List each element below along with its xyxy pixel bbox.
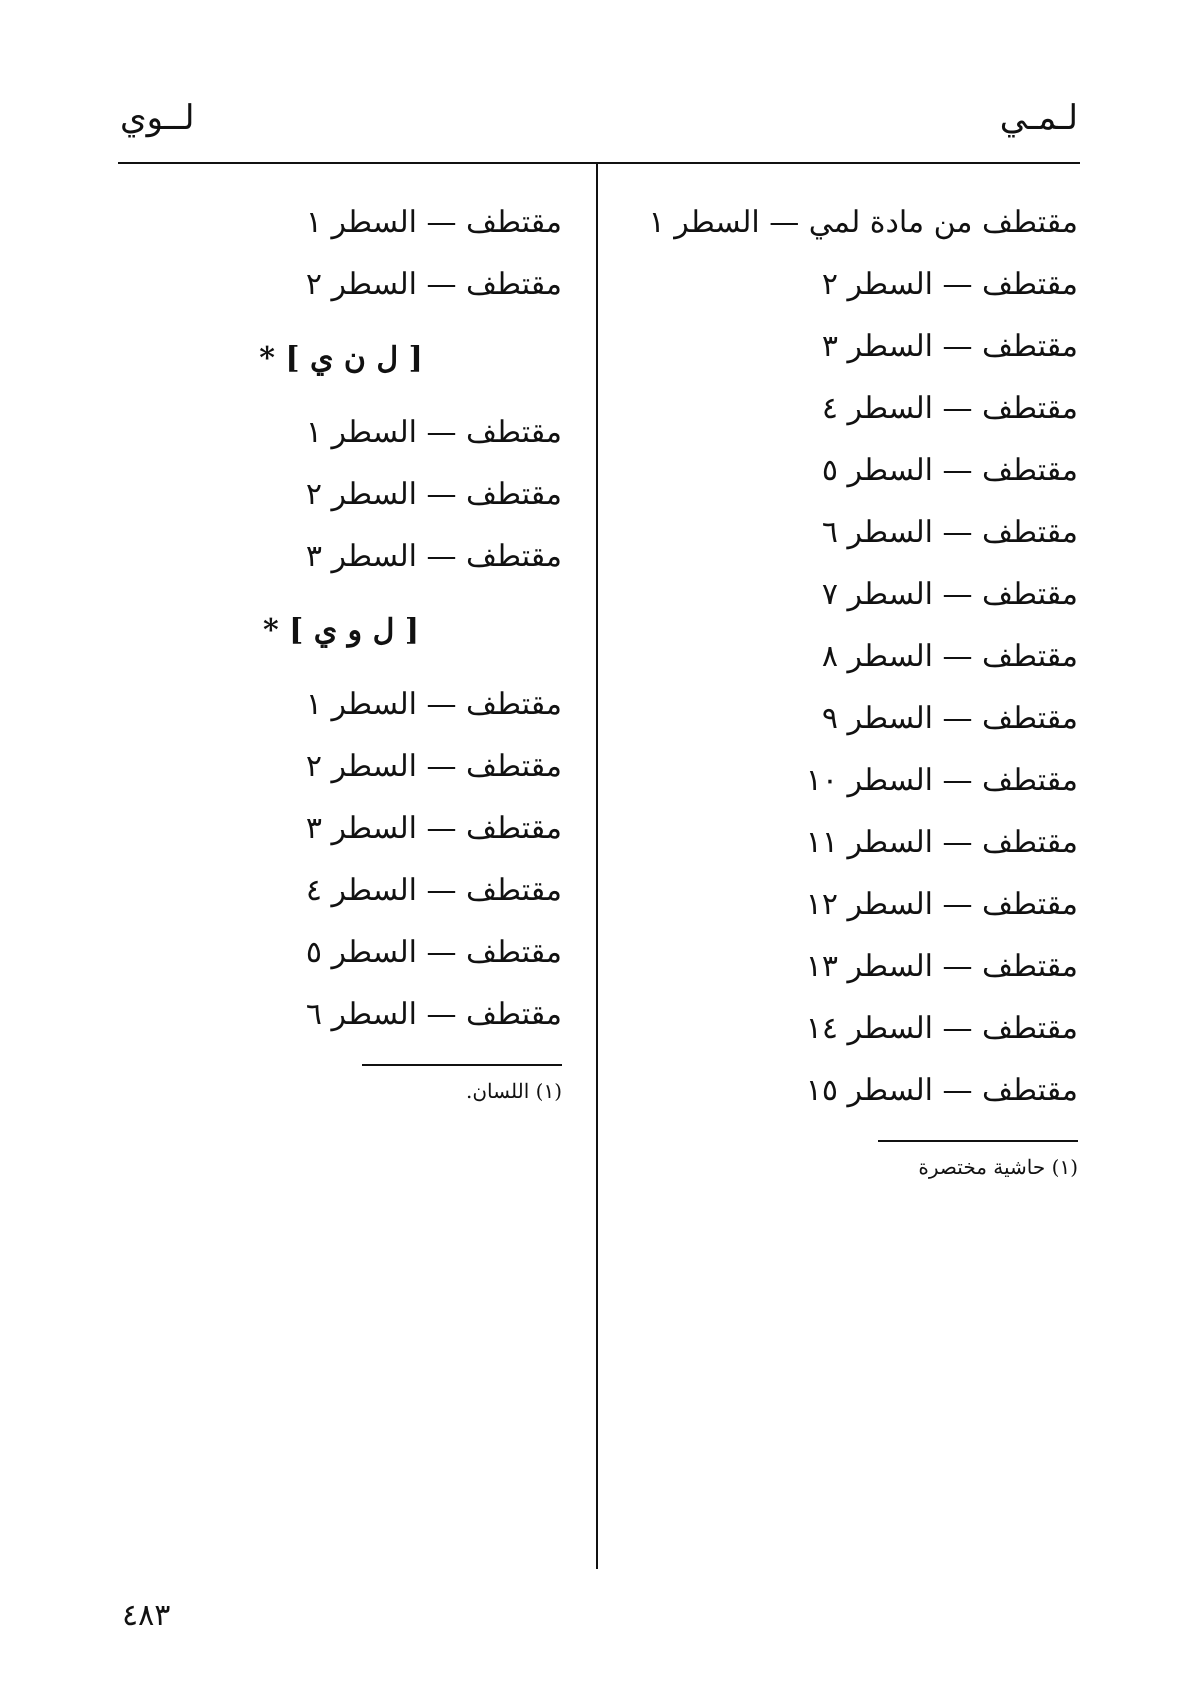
page-number: ٤٨٣ xyxy=(122,1598,171,1633)
text-line: مقتطف — السطر ٨ xyxy=(821,639,1078,674)
section-heading: [ ل ن ي ] * xyxy=(259,341,423,376)
footnote-rule xyxy=(362,1064,562,1066)
section-block xyxy=(120,402,562,588)
text-line: مقتطف — السطر ٤ xyxy=(821,391,1078,426)
left-column xyxy=(120,192,562,1106)
footnote: (١) اللسان. xyxy=(466,1079,562,1103)
text-line: مقتطف — السطر ١ xyxy=(305,687,562,722)
text-line: مقتطف — السطر ١١ xyxy=(805,825,1078,860)
text-line: مقتطف — السطر ٦ xyxy=(305,997,562,1032)
passage-block xyxy=(636,192,1078,1122)
text-line: مقتطف — السطر ١٣ xyxy=(805,949,1078,984)
text-line: مقتطف من مادة لمي — السطر ١ xyxy=(648,205,1078,240)
text-line: مقتطف — السطر ١٥ xyxy=(805,1073,1078,1108)
text-line: مقتطف — السطر ١٢ xyxy=(805,887,1078,922)
section-block xyxy=(120,674,562,1046)
text-line: مقتطف — السطر ٦ xyxy=(821,515,1078,550)
text-line: مقتطف — السطر ٧ xyxy=(821,577,1078,612)
section-heading: [ ل و ي ] * xyxy=(262,613,420,648)
text-line: مقتطف — السطر ١٤ xyxy=(805,1011,1078,1046)
text-line: مقتطف — السطر ٩ xyxy=(821,701,1078,736)
text-line: مقتطف — السطر ٢ xyxy=(305,749,562,784)
text-line: مقتطف — السطر ٥ xyxy=(305,935,562,970)
running-header-right: لـمـي xyxy=(999,98,1078,138)
text-line: مقتطف — السطر ١ xyxy=(305,205,562,240)
text-line: مقتطف — السطر ٢ xyxy=(821,267,1078,302)
right-column xyxy=(636,192,1078,1182)
text-line: مقتطف — السطر ٤ xyxy=(305,873,562,908)
footnote: (١) حاشية مختصرة xyxy=(918,1155,1078,1179)
intro-block xyxy=(120,192,562,316)
running-header-left: لــوي xyxy=(120,98,195,138)
text-line: مقتطف — السطر ١ xyxy=(305,415,562,450)
footnote-rule xyxy=(878,1140,1078,1142)
text-line: مقتطف — السطر ٣ xyxy=(305,539,562,574)
text-line: مقتطف — السطر ٥ xyxy=(821,453,1078,488)
text-line: مقتطف — السطر ٣ xyxy=(821,329,1078,364)
text-line: مقتطف — السطر ٢ xyxy=(305,267,562,302)
text-line: مقتطف — السطر ١٠ xyxy=(805,763,1078,798)
text-line: مقتطف — السطر ٢ xyxy=(305,477,562,512)
column-divider xyxy=(596,164,598,1569)
text-line: مقتطف — السطر ٣ xyxy=(305,811,562,846)
header-rule xyxy=(118,162,1080,164)
